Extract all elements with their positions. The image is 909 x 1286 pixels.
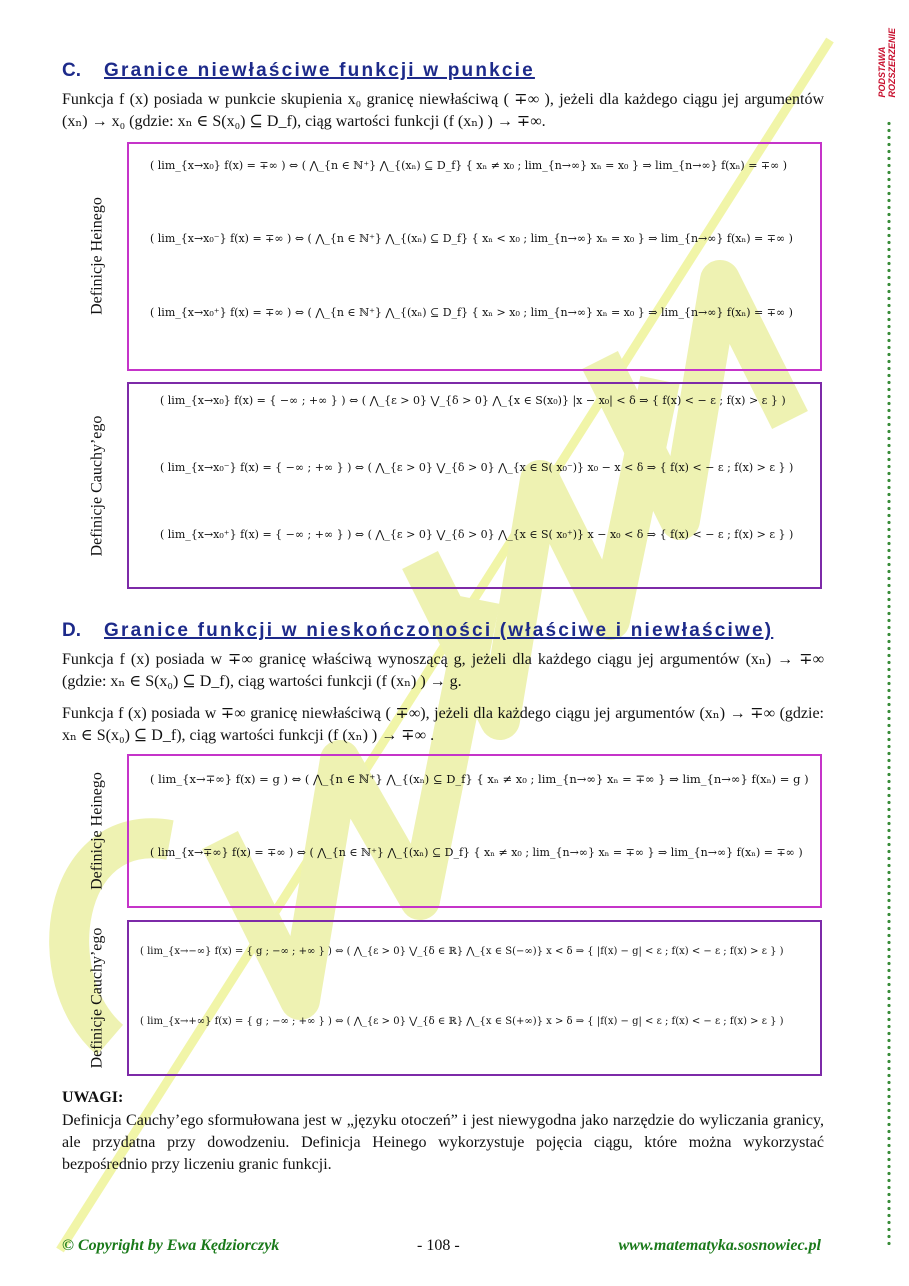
cauchy-row: ( lim_{x→−∞} f(x) = { g ; −∞ ; +∞ } ) ⇔ ( ⋀_{ε > 0} ⋁_{δ ∈ ℝ} ⋀_{x ∈ S(−∞)} x < δ ⇒ { |f(x) − g| < ε ; f(x) < − ε ; f(x) > ε } ) [140, 946, 784, 957]
cauchy-row: ( lim_{x→x₀} f(x) = { −∞ ; +∞ } ) ⇔ ( ⋀_{ε > 0} ⋁_{δ > 0} ⋀_{x ∈ S(x₀)} |x − x₀| < δ ⇒ { f(x) < − ε ; f(x) > ε } ) [160, 394, 786, 407]
cauchy-label-d: Definicje Cauchy’ego [88, 927, 106, 1069]
cauchy-box-d [127, 920, 822, 1076]
cauchy-box-c [127, 382, 822, 589]
heine-box-c [127, 142, 822, 371]
heine-row: ( lim_{x→x₀} f(x) = ∓∞ ) ⇔ ( ⋀_{n ∈ ℕ⁺} ⋀_{(xₙ) ⊆ D_f} { xₙ ≠ x₀ ; lim_{n→∞} xₙ = x₀ } ⇒ lim_{n→∞} f(xₙ) = ∓∞ ) [150, 159, 788, 172]
side-strip [873, 28, 899, 1228]
cauchy-row: ( lim_{x→x₀⁺} f(x) = { −∞ ; +∞ } ) ⇔ ( ⋀_{ε > 0} ⋁_{δ > 0} ⋀_{x ∈ S( x₀⁺)} x − x₀ < δ ⇒ { f(x) < − ε ; f(x) > ε } ) [160, 528, 794, 541]
footer-site[interactable]: www.matematyka.sosnowiec.pl [618, 1237, 821, 1254]
section-d-heading [62, 620, 773, 642]
section-letter: C. [62, 60, 81, 81]
heine-row: ( lim_{x→x₀⁺} f(x) = ∓∞ ) ⇔ ( ⋀_{n ∈ ℕ⁺} ⋀_{(xₙ) ⊆ D_f} { xₙ > x₀ ; lim_{n→∞} xₙ = x₀ } ⇒ lim_{n→∞} f(xₙ) = ∓∞ ) [150, 306, 793, 319]
cauchy-row: ( lim_{x→+∞} f(x) = { g ; −∞ ; +∞ } ) ⇔ ( ⋀_{ε > 0} ⋁_{δ ∈ ℝ} ⋀_{x ∈ S(+∞)} x > δ ⇒ { |f(x) − g| < ε ; f(x) < − ε ; f(x) > ε } ) [140, 1016, 784, 1027]
heine-row: ( lim_{x→∓∞} f(x) = ∓∞ ) ⇔ ( ⋀_{n ∈ ℕ⁺} ⋀_{(xₙ) ⊆ D_f} { xₙ ≠ x₀ ; lim_{n→∞} xₙ = ∓∞ } ⇒ lim_{n→∞} f(xₙ) = ∓∞ ) [150, 846, 803, 859]
tag-podstawa: PODSTAWA [877, 46, 887, 98]
footer-copyright: © Copyright by Ewa Kędziorczyk [62, 1237, 280, 1254]
dotted-line [887, 120, 891, 1245]
heine-label-c: Definicje Heinego [88, 197, 106, 315]
section-letter: D. [62, 620, 81, 641]
section-title: Granice niewłaściwe funkcji w punkcie [104, 60, 535, 81]
notes-title: UWAGI: [62, 1089, 124, 1106]
section-d-paragraph-1: Funkcja f (x) posiada w ∓∞ granicę właściwą wynoszącą g, jeżeli dla każdego ciągu jej argumentów (xₙ) → ∓∞ (gdzie: xₙ ∈ S(x₀) ⊆ D_f), ciąg wartości funkcji (f (xₙ) ) → g. [62, 651, 824, 690]
section-d-paragraph-2: Funkcja f (x) posiada w ∓∞ granicę niewłaściwą ( ∓∞), jeżeli dla każdego ciągu jej argumentów (xₙ) → ∓∞ (gdzie: xₙ ∈ S(x₀) ⊆ D_f), ciąg wartości funkcji (f (xₙ) ) → ∓∞ . [62, 705, 824, 744]
section-c-heading [62, 60, 535, 82]
heine-label-d: Definicje Heinego [88, 772, 106, 890]
cauchy-label-c: Definicje Cauchy’ego [88, 415, 106, 557]
footer-page-number: - 108 - [417, 1237, 460, 1254]
section-c-paragraph: Funkcja f (x) posiada w punkcie skupienia x₀ granicę niewłaściwą ( ∓∞ ), jeżeli dla każdego ciągu jej argumentów (xₙ) → x₀ (gdzie: xₙ ∈ S(x₀) ⊆ D_f), ciąg wartości funkcji (f (xₙ) ) → ∓∞. [62, 91, 824, 130]
level-tags [877, 28, 897, 98]
heine-row: ( lim_{x→x₀⁻} f(x) = ∓∞ ) ⇔ ( ⋀_{n ∈ ℕ⁺} ⋀_{(xₙ) ⊆ D_f} { xₙ < x₀ ; lim_{n→∞} xₙ = x₀ } ⇒ lim_{n→∞} f(xₙ) = ∓∞ ) [150, 232, 793, 245]
cauchy-row: ( lim_{x→x₀⁻} f(x) = { −∞ ; +∞ } ) ⇔ ( ⋀_{ε > 0} ⋁_{δ > 0} ⋀_{x ∈ S( x₀⁻)} x₀ − x < δ ⇒ { f(x) < − ε ; f(x) > ε } ) [160, 461, 794, 474]
tag-rozszerzenie: ROZSZERZENIE [887, 28, 897, 98]
heine-row: ( lim_{x→∓∞} f(x) = g ) ⇔ ( ⋀_{n ∈ ℕ⁺} ⋀_{(xₙ) ⊆ D_f} { xₙ ≠ x₀ ; lim_{n→∞} xₙ = ∓∞ } ⇒ lim_{n→∞} f(xₙ) = g ) [150, 772, 809, 786]
notes-text: Definicja Cauchy’ego sformułowana jest w „języku otoczeń” i jest niewygodna jako narzędzie do wyliczania granicy, ale przydatna przy dowodzeniu. Definicja Heinego wykorzystuje pojęcia ciągu, które można wykorzystać bezpośrednio przy liczeniu granic funkcji. [62, 1112, 824, 1173]
section-title: Granice funkcji w nieskończoności (właściwe i niewłaściwe) [104, 620, 774, 641]
